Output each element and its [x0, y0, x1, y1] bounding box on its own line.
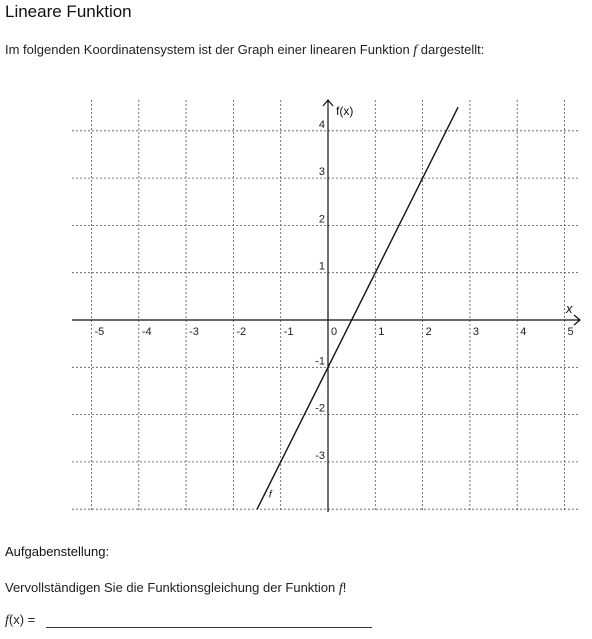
x-tick-label: -1	[283, 326, 294, 338]
x-tick-label: 3	[472, 326, 480, 338]
intro-function-name: f	[413, 43, 418, 58]
y-axis-label: f(x)	[336, 104, 354, 118]
answer-blank-line[interactable]	[46, 627, 372, 628]
y-tick-label: 2	[318, 213, 325, 226]
x-axis-label: x	[566, 301, 573, 316]
answer-function-name: f	[5, 613, 9, 628]
x-tick-label: 5	[567, 326, 574, 338]
section-heading: Aufgabenstellung:	[5, 544, 110, 559]
page-title: Lineare Funktion	[5, 2, 132, 21]
y-tick-label: 3	[318, 166, 325, 179]
grid-lines	[72, 100, 580, 512]
intro-text-end: dargestellt:	[417, 42, 485, 57]
x-tick-label: -4	[141, 326, 152, 338]
answer-argument: (x) =	[8, 612, 36, 627]
y-tick-label: 4	[318, 118, 325, 131]
task-text	[5, 580, 346, 597]
y-tick-label: -3	[315, 449, 325, 462]
x-tick-label: 4	[520, 326, 527, 338]
y-tick-label: -1	[315, 355, 325, 368]
function-graph-line	[257, 107, 458, 509]
y-tick-label: -2	[315, 402, 325, 415]
x-tick-label: -3	[189, 326, 199, 338]
x-tick-label: 1	[378, 326, 385, 338]
x-tick-label: 2	[425, 326, 432, 338]
task-function-name: f	[338, 581, 343, 596]
intro-text-start: Im folgenden Koordinatensystem ist der Graph einer linearen Funktion	[5, 42, 414, 57]
task-text-start: Vervollständigen Sie die Funktionsgleichung der Funktion	[5, 580, 339, 595]
answer-label	[5, 612, 35, 629]
x-tick-label: 0	[331, 326, 338, 338]
x-tick-label: -5	[94, 326, 105, 338]
y-tick-label: 1	[318, 260, 325, 273]
task-text-end: !	[342, 580, 347, 595]
series-label: f	[268, 489, 272, 501]
x-tick-label: -2	[236, 326, 247, 338]
